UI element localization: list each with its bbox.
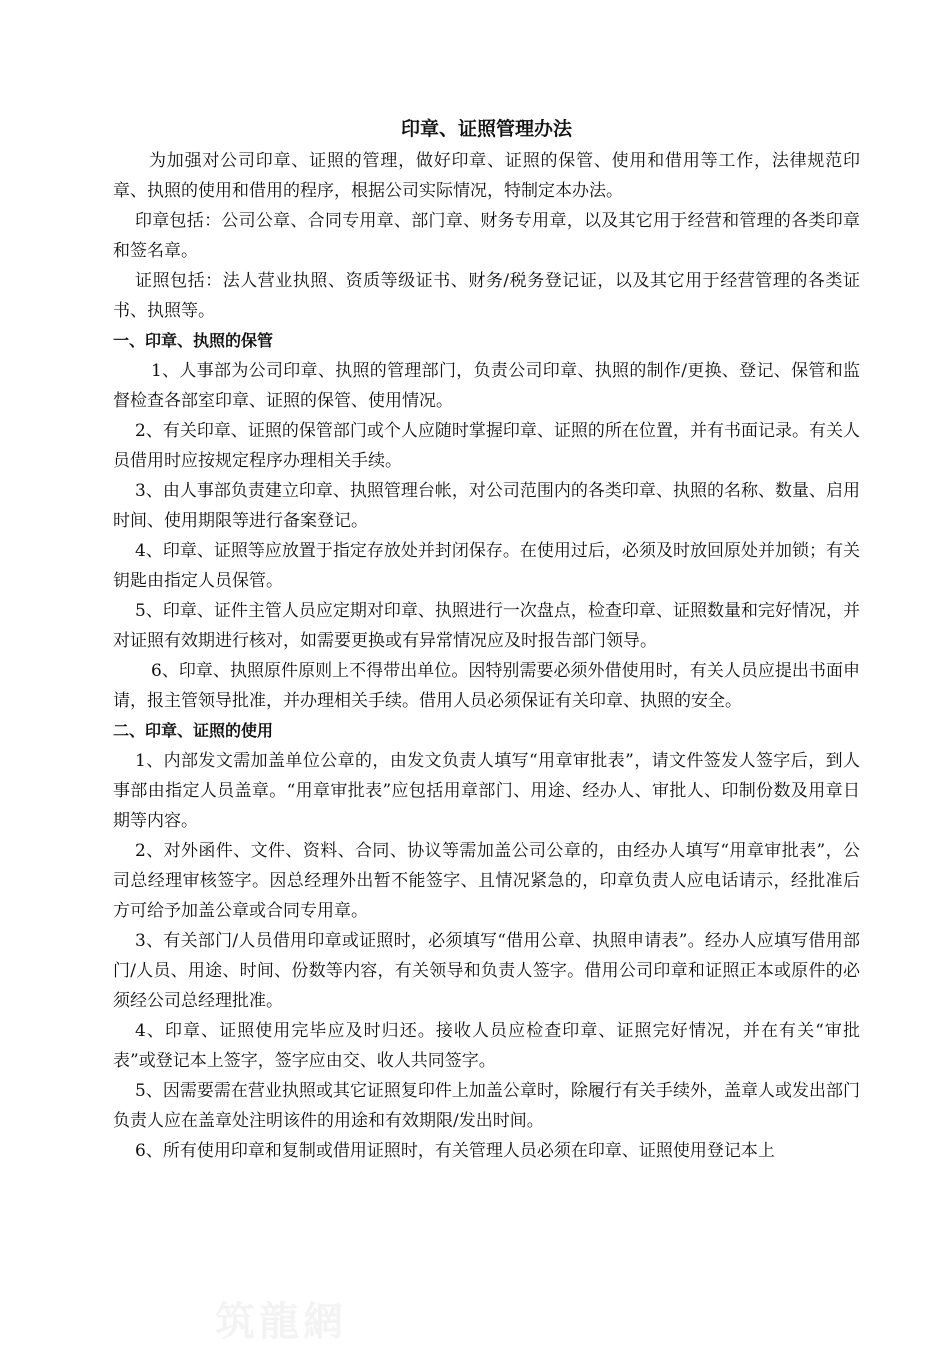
watermark: 筑龍網 (215, 1298, 347, 1345)
section-item: 2、对外函件、文件、资料、合同、协议等需加盖公司公章的，由经办人填写“用章审批表”，公司总经理审核签字。因总经理外出暂不能签字、且情况紧急的，印章负责人应电话请示，经批准后方可给予加盖公章或合同专用章。 (113, 841, 860, 921)
section-item: 5、因需要需在营业执照或其它证照复印件上加盖公章时，除履行有关手续外，盖章人或发出部门负责人应在盖章处注明该件的用途和有效期限/发出时间。 (113, 1081, 860, 1131)
section-item: 4、印章、证照使用完毕应及时归还。接收人员应检查印章、证照完好情况，并在有关“审批表”或登记本上签字，签字应由交、收人共同签字。 (113, 1021, 860, 1071)
intro-paragraph: 证照包括：法人营业执照、资质等级证书、财务/税务登记证，以及其它用于经营管理的各类证书、执照等。 (113, 271, 860, 321)
document-title: 印章、证照管理办法 (400, 118, 572, 140)
section-item: 6、印章、执照原件原则上不得带出单位。因特别需要必须外借使用时，有关人员应提出书面申请，报主管领导批准，并办理相关手续。借用人员必须保证有关印章、执照的安全。 (113, 661, 860, 711)
intro-paragraph: 为加强对公司印章、证照的管理，做好印章、证照的保管、使用和借用等工作，法律规范印章、执照的使用和借用的程序，根据公司实际情况，特制定本办法。 (113, 151, 860, 201)
document-page (113, 112, 860, 1166)
section-item: 5、印章、证件主管人员应定期对印章、执照进行一次盘点，检查印章、证照数量和完好情况，并对证照有效期进行核对，如需要更换或有异常情况应及时报告部门领导。 (113, 601, 860, 651)
section-item: 1、人事部为公司印章、执照的管理部门，负责公司印章、执照的制作/更换、登记、保管和监督检查各部室印章、证照的保管、使用情况。 (113, 361, 860, 411)
section-item: 1、内部发文需加盖单位公章的，由发文负责人填写“用章审批表”，请文件签发人签字后，到人事部由指定人员盖章。“用章审批表”应包括用章部门、用途、经办人、审批人、印制份数及用章日期等内容。 (113, 751, 860, 831)
intro-paragraph: 印章包括：公司公章、合同专用章、部门章、财务专用章，以及其它用于经营和管理的各类印章和签名章。 (113, 211, 860, 261)
section-heading: 二、印章、证照的使用 (113, 721, 274, 740)
section-item: 3、有关部门/人员借用印章或证照时，必须填写“借用公章、执照申请表”。经办人应填写借用部门/人员、用途、时间、份数等内容，有关领导和负责人签字。借用公司印章和证照正本或原件的必须经公司总经理批准。 (113, 931, 860, 1011)
section-item: 4、印章、证照等应放置于指定存放处并封闭保存。在使用过后，必须及时放回原处并加锁；有关钥匙由指定人员保管。 (113, 541, 860, 591)
section-item: 3、由人事部负责建立印章、执照管理台帐，对公司范围内的各类印章、执照的名称、数量、启用时间、使用期限等进行备案登记。 (113, 481, 860, 531)
section-heading: 一、印章、执照的保管 (113, 331, 274, 350)
section-item: 6、所有使用印章和复制或借用证照时，有关管理人员必须在印章、证照使用登记本上 (135, 1141, 775, 1161)
section-item: 2、有关印章、证照的保管部门或个人应随时掌握印章、证照的所在位置，并有书面记录。有关人员借用时应按规定程序办理相关手续。 (113, 421, 860, 471)
